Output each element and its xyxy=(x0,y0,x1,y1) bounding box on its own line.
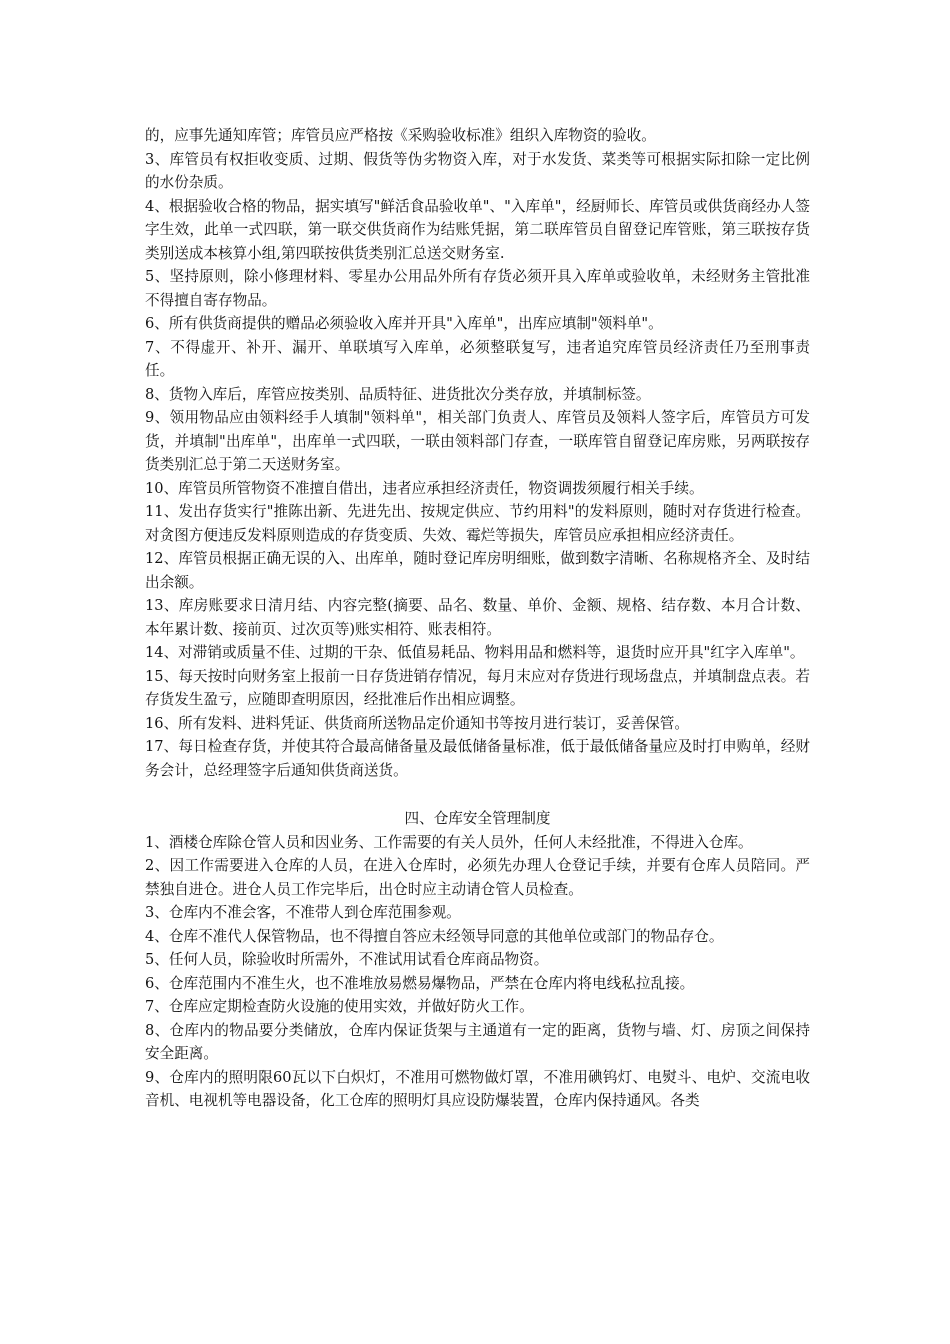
section-heading: 四、仓库安全管理制度 xyxy=(404,810,551,827)
paragraph: 14、对滞销或质量不佳、过期的干杂、低值易耗品、物料用品和燃料等，退货时应开具"红字入库单"。 xyxy=(145,644,805,661)
paragraph: 15、每天按时向财务室上报前一日存货进销存情况，每月末应对存货进行现场盘点，并填制盘点表。若存货发生盈亏，应随即查明原因，经批准后作出相应调整。 xyxy=(145,667,810,708)
paragraph-list-part2 xyxy=(145,831,810,1113)
paragraph: 16、所有发料、进料凭证、供货商所送物品定价通知书等按月进行装订，妥善保管。 xyxy=(145,714,689,732)
paragraph-list-part1 xyxy=(145,124,810,782)
paragraph: 6、仓库范围内不准生火，也不准堆放易燃易爆物品，严禁在仓库内将电线私拉乱接。 xyxy=(145,974,695,992)
paragraph: 1、酒楼仓库除仓管人员和因业务、工作需要的有关人员外，任何人未经批准，不得进入仓库。 xyxy=(145,833,753,851)
paragraph: 9、仓库内的照明限60瓦以下白炽灯，不准用可燃物做灯罩，不准用碘钨灯、电熨斗、电炉、交流电收音机、电视机等电器设备，化工仓库的照明灯具应设防爆装置，仓库内保持通风。各类 xyxy=(145,1068,810,1109)
paragraph: 6、所有供货商提供的赠品必须验收入库并开具"入库单"，出库应填制"领料单"。 xyxy=(145,315,663,332)
paragraph: 13、库房账要求日清月结、内容完整(摘要、品名、数量、单价、金额、规格、结存数、本月合计数、本年累计数、接前页、过次页等)账实相符、账表相符。 xyxy=(145,597,810,638)
paragraph: 8、货物入库后，库管应按类别、品质特征、进货批次分类存放，并填制标签。 xyxy=(145,385,651,403)
paragraph: 17、每日检查存货，并使其符合最高储备量及最低储备量标准，低于最低储备量应及时打申购单，经财务会计，总经理签字后通知供货商送货。 xyxy=(145,738,810,779)
paragraph: 10、库管员所管物资不准擅自借出，违者应承担经济责任，物资调拨须履行相关手续。 xyxy=(145,479,704,497)
paragraph: 9、领用物品应由领料经手人填制"领料单"，相关部门负责人、库管员及领料人签字后，库管员方可发货，并填制"出库单"，出库单一式四联，一联由领料部门存查，一联库管自留登记库房账，另两联按存货类别汇总于第二天送财务室。 xyxy=(145,409,810,473)
paragraph: 4、根据验收合格的物品，据实填写"鲜活食品验收单"、"入库单"，经厨师长、库管员或供货商经办人签字生效，此单一式四联，第一联交供货商作为结账凭据，第二联库管员自留登记库管账，第三联按存货类别送成本核算小组,第四联按供货类别汇总送交财务室. xyxy=(145,197,810,262)
paragraph: 7、仓库应定期检查防火设施的使用实效，并做好防火工作。 xyxy=(145,998,534,1015)
paragraph: 2、因工作需要进入仓库的人员，在进入仓库时，必须先办理人仓登记手续，并要有仓库人员陪同。严禁独自进仓。进仓人员工作完毕后，出仓时应主动请仓管人员检查。 xyxy=(145,857,810,898)
paragraph: 7、不得虚开、补开、漏开、单联填写入库单，必须整联复写，违者追究库管员经济责任乃至刑事责任。 xyxy=(145,338,810,379)
paragraph: 3、仓库内不准会客，不准带人到仓库范围参观。 xyxy=(145,904,461,921)
paragraph: 3、库管员有权拒收变质、过期、假货等伪劣物资入库，对于水发货、菜类等可根据实际扣除一定比例的水份杂质。 xyxy=(145,150,810,191)
paragraph: 5、坚持原则，除小修理材料、零星办公用品外所有存货必须开具入库单或验收单，未经财务主管批准不得擅自寄存物品。 xyxy=(145,268,810,309)
paragraph: 11、发出存货实行"推陈出新、先进先出、按规定供应、节约用料"的发料原则，随时对存货进行检查。对贪图方便违反发料原则造成的存货变质、失效、霉烂等损失，库管员应承担相应经济责任。 xyxy=(145,503,810,544)
paragraph: 的，应事先通知库管；库管员应严格按《采购验收标准》组织入库物资的验收。 xyxy=(145,127,656,144)
paragraph: 12、库管员根据正确无误的入、出库单，随时登记库房明细账，做到数字清晰、名称规格齐全、及时结出余额。 xyxy=(145,550,810,591)
paragraph: 4、仓库不准代人保管物品，也不得擅自答应未经领导同意的其他单位或部门的物品存仓。 xyxy=(145,927,724,945)
paragraph: 8、仓库内的物品要分类储放，仓库内保证货架与主通道有一定的距离，货物与墙、灯、房顶之间保持安全距离。 xyxy=(145,1021,810,1062)
document-body xyxy=(145,124,810,1113)
paragraph: 5、任何人员，除验收时所需外，不准试用试看仓库商品物资。 xyxy=(145,951,549,968)
